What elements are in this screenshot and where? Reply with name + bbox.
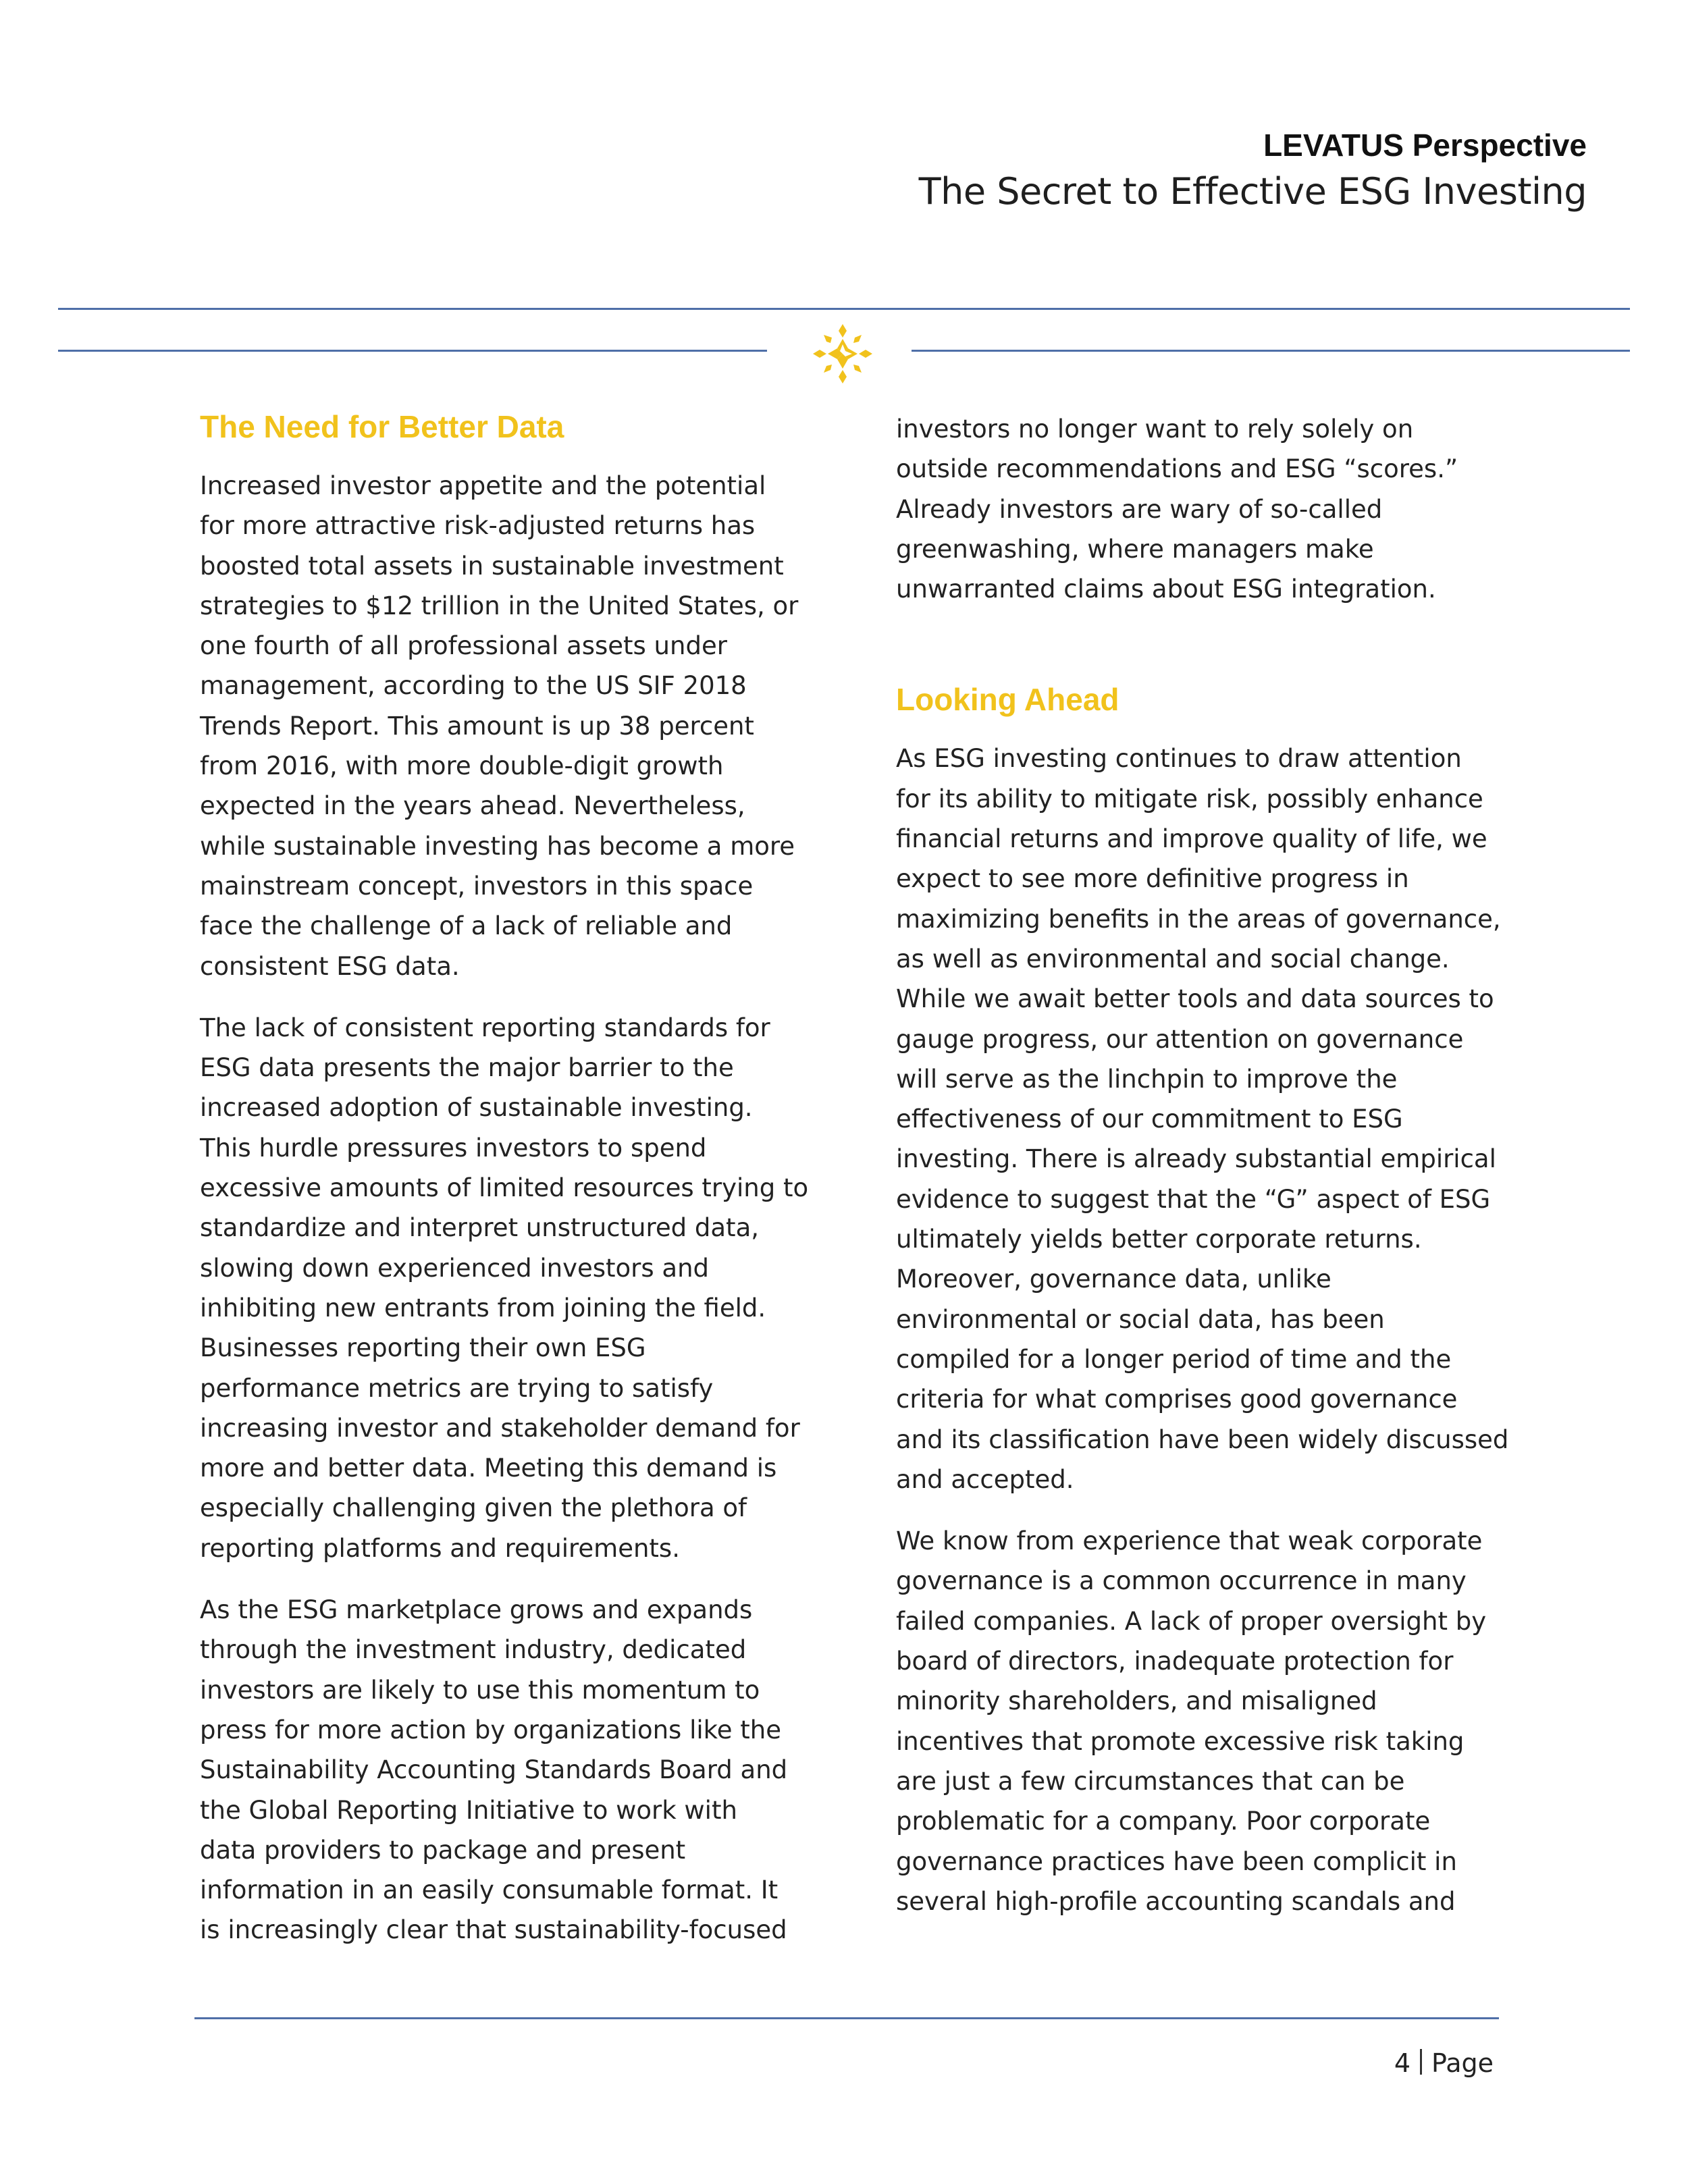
right-paragraph-1: As ESG investing continues to draw attention for its ability to mitigate risk, possibly enhance financial returns and improve quality of life, we expect to see more definitive progress in maximizing benefits in the areas of governance, as well as environmental and social change. While we await better tools and data sources to gauge progress, our attention on governance will serve as the linchpin to improve the effectiveness of our commitment to ESG investing. There is already substantial empirical evidence to suggest that the “G” aspect of ESG ultimately yields better corporate returns. Moreover, governance data, unlike environmental or social data, has been compiled for a longer period of time and the criteria for what comprises good governance and its classification have been widely discussed and accepted. [896,744,1509,1494]
right-paragraph-0: investors no longer want to rely solely on outside recommendations and ESG “scores.” Already investors are wary of so-called greenwashing, where managers make unwarranted claims about ESG integration. [896,415,1458,604]
page-label: Page [1431,2048,1494,2078]
star-ornament-icon [810,321,875,386]
header-brand: LEVATUS Perspective [1263,128,1587,163]
header-subtitle: The Secret to Effective ESG Investing [918,170,1587,213]
page-separator [1420,2049,1422,2075]
footer-rule [194,2017,1499,2019]
header-rule-right [912,350,1630,352]
left-column [200,406,875,1950]
right-paragraph-2: We know from experience that weak corporate governance is a common occurrence in many failed companies. A lack of proper oversight by board of directors, inadequate protection for minority shareholders, and misaligned incentives that promote excessive risk taking are just a few circumstances that can be problematic for a company. Poor corporate governance practices have been complicit in several high-profile accounting scandals and [896,1526,1487,1916]
header-rule-top [58,308,1630,310]
section-heading-looking-ahead: Looking Ahead [896,682,1119,718]
section-heading-better-data: The Need for Better Data [200,409,564,444]
page-number: 4 [1394,2048,1410,2078]
right-column [896,406,1571,1921]
page-footer [1394,2048,1494,2078]
header-rule-left [58,350,767,352]
left-paragraph-1: Increased investor appetite and the potential for more attractive risk-adjusted returns has boosted total assets in sustainable investment strategies to $12 trillion in the United States, or one fourth of all professional assets under management, according to the US SIF 2018 Trends Report. This amount is up 38 percent from 2016, with more double-digit growth expected in the years ahead. Nevertheless, while sustainable investing has become a more mainstream concept, investors in this space face the challenge of a lack of reliable and consistent ESG data. [200,471,799,981]
left-paragraph-2: The lack of consistent reporting standards for ESG data presents the major barrier to the increased adoption of sustainable investing. This hurdle pressures investors to spend excessive amounts of limited resources trying to standardize and interpret unstructured data, slowing down experienced investors and inhibiting new entrants from joining the field. Businesses reporting their own ESG performance metrics are trying to satisfy increasing investor and stakeholder demand for more and better data. Meeting this demand is especially challenging given the plethora of reporting platforms and requirements. [200,1013,809,1563]
left-paragraph-3: As the ESG marketplace grows and expands through the investment industry, dedicated investors are likely to use this momentum to press for more action by organizations like the Sustainability Accounting Standards Board and the Global Reporting Initiative to work with data providers to package and present information in an easily consumable format. It is increasingly clear that sustainability-focused [200,1595,788,1945]
